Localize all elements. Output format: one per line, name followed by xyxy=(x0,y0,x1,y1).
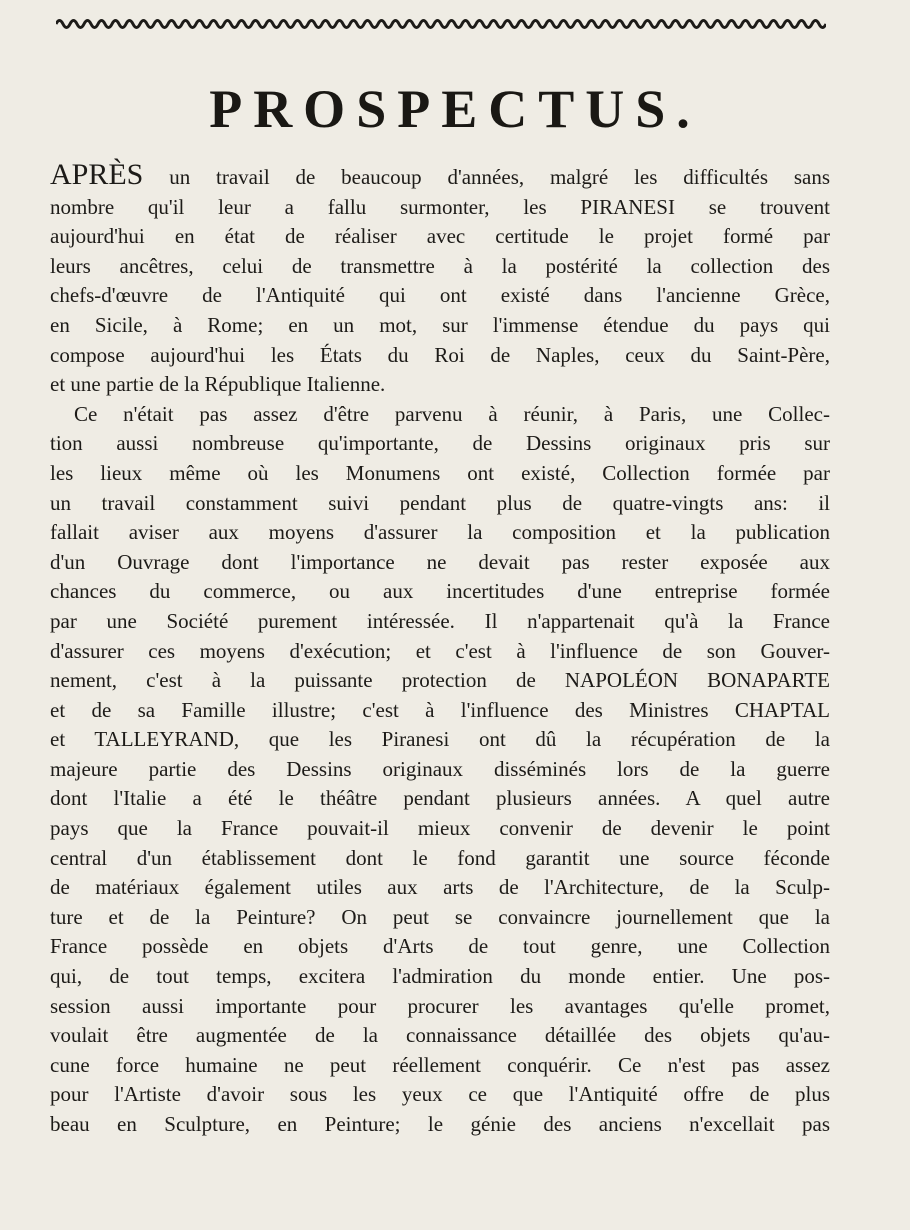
text-line: nombre qu'il leur a fallu surmonter, les PIRANESI se trouvent xyxy=(50,194,830,219)
text-line: chances du commerce, ou aux incertitudes d'une entreprise formée xyxy=(50,579,830,604)
text-line: de matériaux également utiles aux arts de l'Architecture, de la Sculp- xyxy=(50,875,830,900)
text-line: pays que la France pouvait-il mieux convenir de devenir le point xyxy=(50,816,830,841)
text-line: Ce n'était pas assez d'être parvenu à réunir, à Paris, une Collec- xyxy=(74,401,830,426)
text-line: d'assurer ces moyens d'exécution; et c'est à l'influence de son Gouver- xyxy=(50,638,830,663)
text-line: qui, de tout temps, excitera l'admiration du monde entier. Une pos- xyxy=(50,964,830,989)
text-line: central d'un établissement dont le fond garantit une source féconde xyxy=(50,845,830,870)
text-line: majeure partie des Dessins originaux disséminés lors de la guerre xyxy=(50,756,830,781)
text-line: chefs-d'œuvre de l'Antiquité qui ont existé dans l'ancienne Grèce, xyxy=(50,283,830,308)
text-line: par une Société purement intéressée. Il n'appartenait qu'à la France xyxy=(50,608,830,633)
text-line: les lieux même où les Monumens ont existé, Collection formée par xyxy=(50,460,830,485)
prospectus-body xyxy=(50,158,830,1140)
text-line: pour l'Artiste d'avoir sous les yeux ce que l'Antiquité offre de plus xyxy=(50,1082,830,1107)
text-line: fallait aviser aux moyens d'assurer la composition et la publication xyxy=(50,520,830,545)
text-line: et une partie de la République Italienne. xyxy=(50,372,386,397)
drop-cap-word: APRÈS xyxy=(50,158,144,191)
text-line: en Sicile, à Rome; en un mot, sur l'immense étendue du pays qui xyxy=(50,312,830,337)
text-line: d'un Ouvrage dont l'importance ne devait pas rester exposée aux xyxy=(50,549,830,574)
text-line: et TALLEYRAND, que les Piranesi ont dû la récupération de la xyxy=(50,727,830,752)
text-line: tion aussi nombreuse qu'importante, de Dessins originaux pris sur xyxy=(50,431,830,456)
text-line: APRÈS un travail de beaucoup d'années, malgré les difficultés sans xyxy=(50,158,830,191)
text-line: aujourd'hui en état de réaliser avec certitude le projet formé par xyxy=(50,224,830,249)
text-line: ture et de la Peinture? On peut se convaincre journellement que la xyxy=(50,904,830,929)
text-line: compose aujourd'hui les États du Roi de Naples, ceux du Saint-Père, xyxy=(50,342,830,367)
text-line: beau en Sculpture, en Peinture; le génie des anciens n'excellait pas xyxy=(50,1112,830,1136)
text-line: un travail constamment suivi pendant plus de quatre-vingts ans: il xyxy=(50,490,830,515)
text-line: dont l'Italie a été le théâtre pendant plusieurs années. A quel autre xyxy=(50,786,830,811)
text-line: session aussi importante pour procurer les avantages qu'elle promet, xyxy=(50,993,830,1018)
wave-border-ornament xyxy=(56,12,826,36)
text-line: France possède en objets d'Arts de tout genre, une Collection xyxy=(50,934,830,959)
text-line: cune force humaine ne peut réellement conquérir. Ce n'est pas assez xyxy=(50,1052,830,1077)
text-line: leurs ancêtres, celui de transmettre à la postérité la collection des xyxy=(50,253,830,278)
text-line: et de sa Famille illustre; c'est à l'influence des Ministres CHAPTAL xyxy=(50,697,830,722)
text-line: voulait être augmentée de la connaissance détaillée des objets qu'au- xyxy=(50,1023,830,1048)
text-line: nement, c'est à la puissante protection de NAPOLÉON BONAPARTE xyxy=(50,668,830,693)
page-title: PROSPECTUS. xyxy=(209,79,701,139)
